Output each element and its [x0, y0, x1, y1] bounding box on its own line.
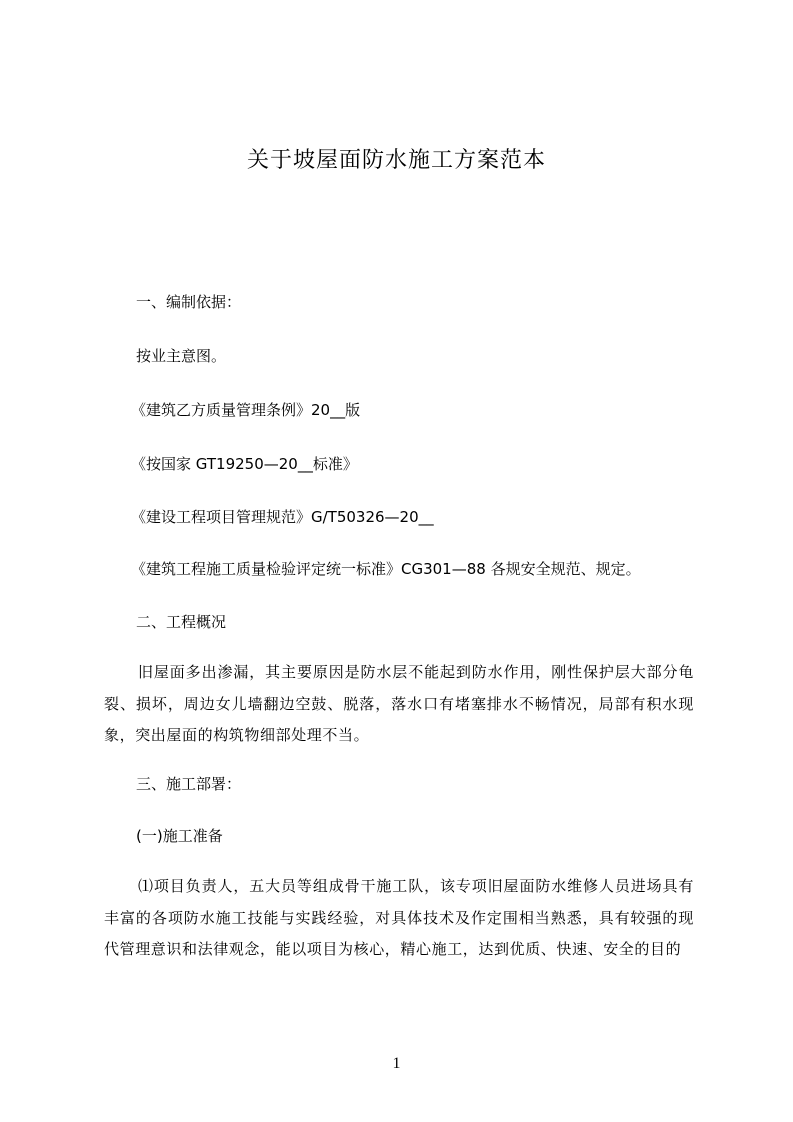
- basis-item: 《建筑乙方质量管理条例》20__版: [131, 401, 361, 419]
- section-heading-basis: 一、编制依据：: [136, 293, 242, 311]
- subsection-heading-preparation: (一)施工准备: [136, 827, 223, 845]
- basis-item: 《建筑工程施工质量检验评定统一标准》CG301—88 各规安全规范、规定。: [131, 560, 641, 578]
- section-heading-overview: 二、工程概况: [136, 613, 227, 631]
- overview-paragraph: 旧屋面多出渗漏，其主要原因是防水层不能起到防水作用，刚性保护层大部分龟裂、损坏，周边女儿墙翻边空鼓、脱落，落水口有堵塞排水不畅情况，局部有积水现象，突出屋面的构筑物细部处理不当。: [104, 663, 694, 744]
- page-number: 1: [392, 1055, 401, 1072]
- document-title: 关于坡屋面防水施工方案范本: [246, 148, 546, 173]
- basis-item: 《按国家 GT19250—20__标准》: [131, 455, 358, 473]
- basis-item: 按业主意图。: [136, 347, 227, 365]
- section-heading-deployment: 三、施工部署：: [136, 775, 242, 793]
- preparation-paragraph: ⑴项目负责人，五大员等组成骨干施工队，该专项旧屋面防水维修人员进场具有丰富的各项防水施工技能与实践经验，对具体技术及作定围相当熟悉，具有较强的现代管理意识和法律观念，能以项目为核心，精心施工，达到优质、快速、安全的目的: [104, 877, 694, 958]
- basis-item: 《建设工程项目管理规范》G/T50326—20__: [131, 508, 434, 526]
